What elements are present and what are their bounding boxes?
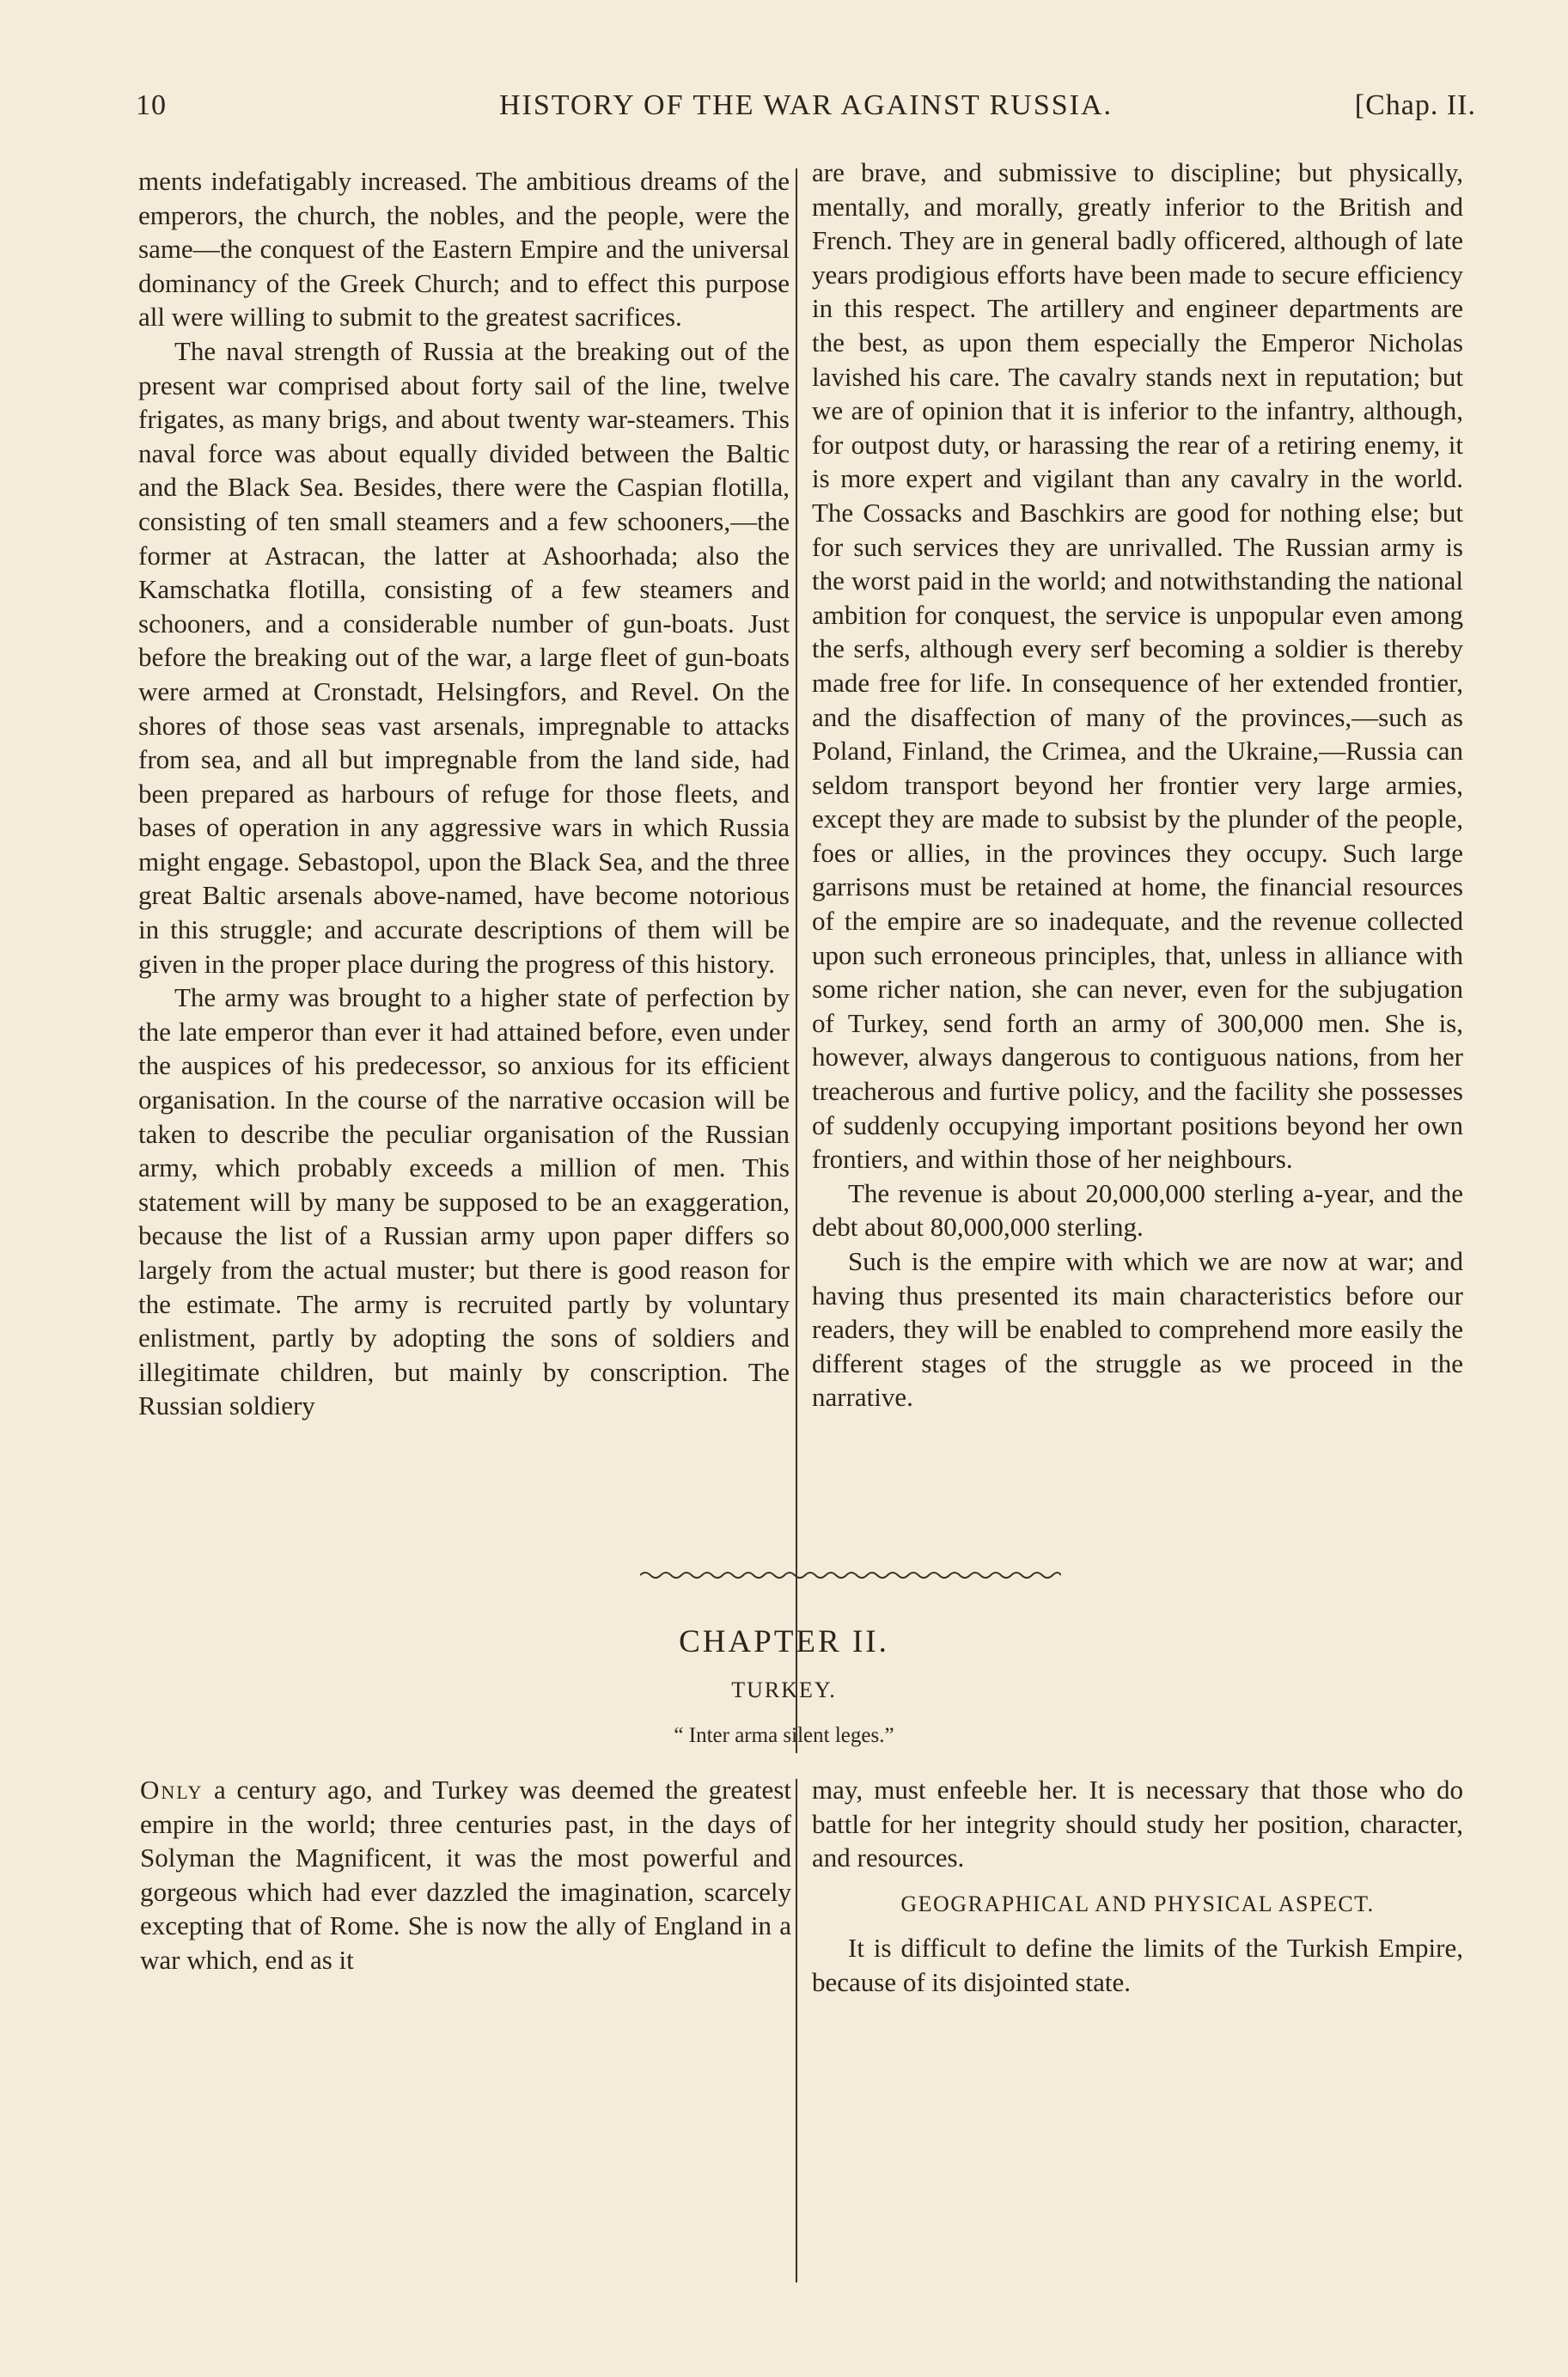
opening-word: Only xyxy=(140,1775,204,1805)
paragraph-text: a century ago, and Turkey was deemed the greatest empire in the world; three centuries past, in the days of Solyman the Magnificent, it was the most powerful and gorgeous which had ever dazzled the imagination, scarcely excepting that of Rome. She is now the ally of England in a war which, end as it xyxy=(140,1775,791,1975)
paragraph: Such is the empire with which we are now at war; and having thus presented its main characteristics before our readers, they will be enabled to comprehend more easily the different stages of the struggle as we proceed in the narrative. xyxy=(812,1246,1463,1413)
column-rule xyxy=(796,168,797,1753)
chapter-title: CHAPTER II. xyxy=(679,1624,889,1659)
paragraph: ments indefatigably increased. The ambitious dreams of the emperors, the church, the nobles, and the people, were the same—the conquest of the Eastern Empire and the universal dominancy of the Greek Church; and to effect this purpose all were willing to submit to the greatest sacrifices. xyxy=(138,166,790,333)
paragraph: The army was brought to a higher state of perfection by the late emperor than ever it had attained before, even under the auspices of his predecessor, so anxious for its efficient organisation. In the course of the narrative occasion will be taken to describe the peculiar organisation of the Russian army, which probably exceeds a million of men. This statement will by many be supposed to be an exaggeration, because the list of a Russian army upon paper differs so largely from the actual muster; but there is good reason for the estimate. The army is recruited partly by voluntary enlistment, partly by adopting the sons of soldiers and illegitimate children, but mainly by conscription. The Russian soldiery xyxy=(138,982,790,1421)
chapter-reference: [Chap. II. xyxy=(1354,89,1476,121)
section-heading: GEOGRAPHICAL AND PHYSICAL ASPECT. xyxy=(900,1891,1375,1916)
paragraph: may, must enfeeble her. It is necessary that those who do battle for her integrity should study her position, character, and resources. xyxy=(812,1775,1463,1873)
top-left-column xyxy=(138,164,790,1423)
chapter-subtitle: TURKEY. xyxy=(731,1677,837,1702)
page-number: 10 xyxy=(136,89,167,121)
paragraph: are brave, and submissive to discipline; but physically, mentally, and morally, greatly inferior to the British and French. They are in general badly officered, although of late years prodigious efforts have been made to secure efficiency in this respect. The artillery and engineer departments are the best, as upon them especially the Emperor Nicholas lavished his care. The cavalry stands next in reputation; but we are of opinion that it is inferior to the infantry, although, for outpost duty, or harassing the rear of a retiring enemy, it is more expert and vigilant than any cavalry in the world. The Cossacks and Baschkirs are good for nothing else; but for such services they are unrivalled. The Russian army is the worst paid in the world; and notwithstanding the national ambition for conquest, the service is unpopular even among the serfs, although every serf becoming a soldier is thereby made free for life. In consequence of her extended frontier, and the disaffection of many of the provinces,—such as Poland, Finland, the Crimea, and the Ukraine,—Russia can seldom transport beyond her frontier very large armies, except they are made to subsist by the plunder of the people, foes or allies, in the provinces they occupy. Such large garrisons must be retained at home, the financial resources of the empire are so inadequate, and the revenue collected upon such erroneous principles, that, unless in alliance with some richer nation, she can never, even for the subjugation of Turkey, send forth an army of 300,000 men. She is, however, always dangerous to contiguous nations, from her treacherous and furtive policy, and the facility she possesses of suddenly occupying important positions beyond her own frontiers, and within those of her neighbours. xyxy=(812,157,1463,1175)
column-rule xyxy=(796,1779,797,2282)
bottom-left-column xyxy=(140,1773,791,1977)
chapter-motto: “ Inter arma silent leges.” xyxy=(674,1724,894,1747)
running-title: HISTORY OF THE WAR AGAINST RUSSIA. xyxy=(498,89,1113,121)
ornamental-divider xyxy=(640,1567,1061,1584)
paragraph: It is difficult to define the limits of the Turkish Empire, because of its disjointed state. xyxy=(812,1933,1463,1997)
top-right-column xyxy=(812,156,1463,1415)
paragraph: The revenue is about 20,000,000 sterling a-year, and the debt about 80,000,000 sterling. xyxy=(812,1177,1463,1243)
paragraph xyxy=(140,1773,791,1977)
paragraph: The naval strength of Russia at the breaking out of the present war comprised about forty sail of the line, twelve frigates, as many brigs, and about twenty war-steamers. This naval force was about equally divided between the Baltic and the Black Sea. Besides, there were the Caspian flotilla, consisting of ten small steamers and a few schooners,—the former at Astracan, the latter at Ashoorhada; also the Kamschatka flotilla, consisting of a few steamers and schooners, and a considerable number of gun-boats. Just before the breaking out of the war, a large fleet of gun-boats were armed at Cronstadt, Helsingfors, and Revel. On the shores of those seas vast arsenals, impregnable to attacks from sea, and all but impregnable from the land side, had been prepared as harbours of refuge for those fleets, and bases of operation in any aggressive wars in which Russia might engage. Sebastopol, upon the Black Sea, and the three great Baltic arsenals above-named, have become notorious in this struggle; and accurate descriptions of them will be given in the proper place during the progress of this history. xyxy=(138,335,790,979)
bottom-right-column xyxy=(812,1773,1463,2000)
running-header xyxy=(136,89,1476,129)
